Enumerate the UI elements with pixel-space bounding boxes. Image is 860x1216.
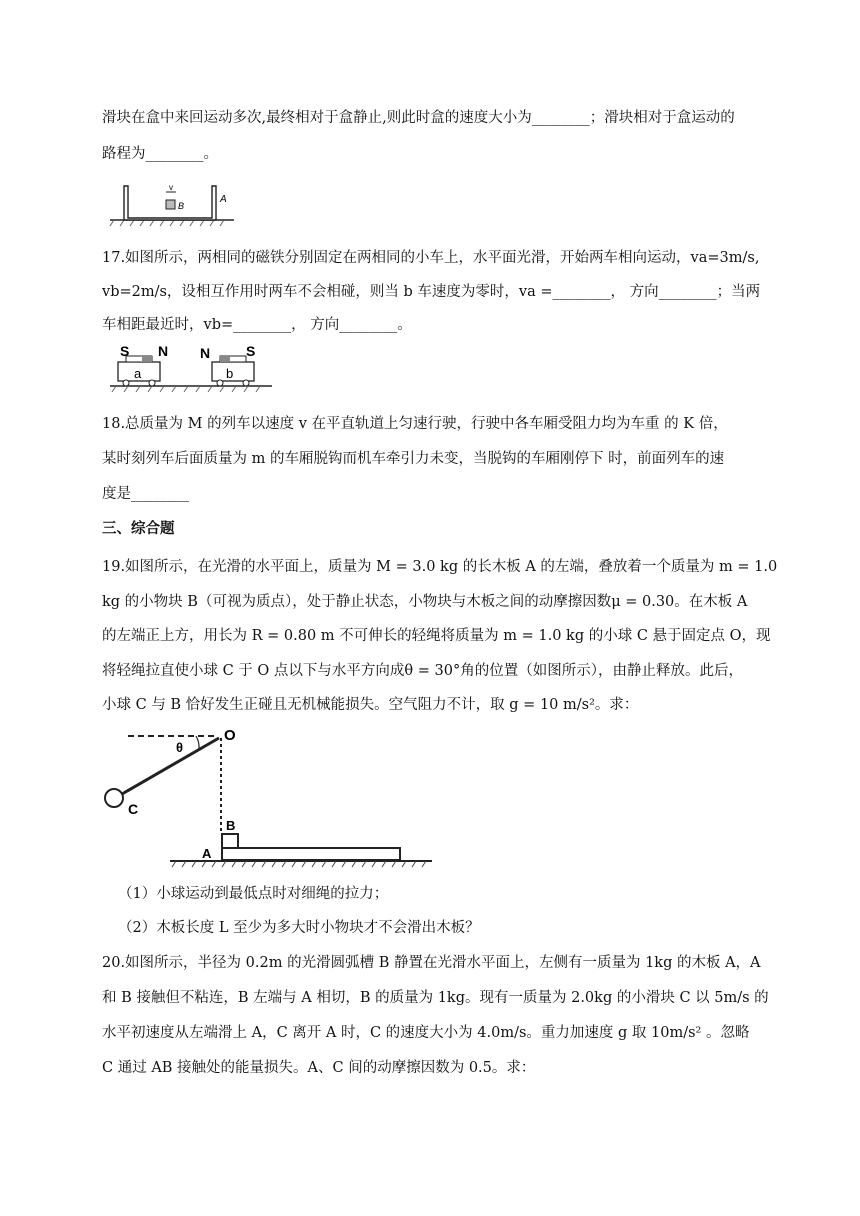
p20-line-4: C 通过 AB 接触处的能量损失。A、C 间的动摩擦因数为 0.5。求： (102, 1060, 536, 1076)
wheel-b-right (243, 380, 249, 386)
p19-question-2: （2）木板长度 L 至少为多大时小物块才不会滑出木板？ (118, 920, 480, 936)
angle-arc (196, 736, 199, 749)
track-hatching (112, 386, 260, 392)
p18-line-2: 某时刻列车后面质量为 m 的车厢脱钩而机车牵引力未变，当脱钩的车厢刚停下 时，前面列车的速 (102, 451, 725, 467)
slider-B (166, 200, 175, 209)
p18-line-1: 18.总质量为 M 的列车以速度 v 在平直轨道上匀速行驶，行驶中各车厢受阻力均为车重 的 K 倍， (102, 416, 728, 432)
pendulum-board-figure (98, 722, 438, 874)
p18-line-3: 度是________ (102, 486, 189, 502)
block-B (222, 834, 238, 848)
label-O: O (224, 727, 236, 744)
label-cart-a: a (134, 366, 142, 381)
ball-C (105, 789, 123, 807)
section-heading: 三、综合题 (102, 520, 175, 537)
p19-question-1: （1）小球运动到最低点时对细绳的拉力； (118, 886, 389, 902)
p19-line-3: 的左端正上方，用长为 R = 0.80 m 不可伸长的轻绳将质量为 m = 1.0 kg 的小球 C 悬于固定点 O，现 (102, 628, 771, 644)
label-pole-N-b: N (200, 345, 211, 361)
label-pole-N-a: N (158, 343, 169, 359)
wheel-a-left (123, 380, 129, 386)
label-pole-S-b: S (246, 343, 256, 359)
p19-line-1: 19.如图所示，在光滑的水平面上，质量为 M = 3.0 kg 的长木板 A 的左端，叠放着一个质量为 m = 1.0 (102, 559, 778, 575)
p19-line-4: 将轻绳拉直使小球 C 于 O 点以下与水平方向成θ = 30°角的位置（如图所示），由静止释放。此后， (102, 663, 743, 679)
p16-line-2: 路程为________。 (102, 146, 218, 162)
label-B: B (178, 201, 185, 211)
p19-line-5: 小球 C 与 B 恰好发生正碰且无机械能损失。空气阻力不计，取 g = 10 m/s²。求： (102, 697, 639, 713)
label-A: A (202, 846, 212, 861)
p20-line-2: 和 B 接触但不粘连，B 左端与 A 相切，B 的质量为 1kg。现有一质量为 2.0kg 的小滑块 C 以 5m/s 的 (102, 990, 769, 1006)
wheel-b-left (217, 380, 223, 386)
p20-line-3: 水平初速度从左端滑上 A，C 离开 A 时，C 的速度大小为 4.0m/s。重力加速度 g 取 10m/s² 。忽略 (102, 1025, 750, 1041)
label-B: B (226, 818, 236, 833)
ground-hatching (110, 220, 224, 226)
box-slider-figure (108, 180, 238, 228)
p17-line-3: 车相距最近时，vb=________， 方向________。 (102, 317, 412, 333)
label-theta: θ (176, 740, 184, 755)
label-C: C (128, 801, 139, 817)
p17-line-1: 17.如图所示，两相同的磁铁分别固定在两相同的小车上，水平面光滑，开始两车相向运动，va=3m/s, (102, 250, 760, 266)
wheel-a-right (149, 380, 155, 386)
rope (122, 738, 219, 794)
p20-line-1: 20.如图所示，半径为 0.2m 的光滑圆弧槽 B 静置在光滑水平面上，左侧有一质量为 1kg 的木板 A，A (102, 955, 761, 971)
p16-line-1: 滑块在盒中来回运动多次,最终相对于盒静止,则此时盒的速度大小为________；滑块相对于盒运动的 (102, 110, 735, 126)
board-A (222, 848, 400, 860)
label-A: A (220, 194, 227, 205)
p17-line-2: vb=2m/s，设相互作用时两车不会相碰，则当 b 车速度为零时，va =________， 方向________；当两 (102, 284, 761, 300)
label-pole-S-a: S (120, 343, 130, 359)
label-v: v (169, 183, 173, 192)
magnet-a-pole (142, 356, 152, 362)
label-cart-b: b (226, 366, 234, 381)
p19-line-2: kg 的小物块 B（可视为质点），处于静止状态，小物块与木板之间的动摩擦因数μ = 0.30。在木板 A (102, 594, 748, 610)
magnet-b-pole (220, 356, 230, 362)
magnet-carts-figure (108, 340, 274, 394)
